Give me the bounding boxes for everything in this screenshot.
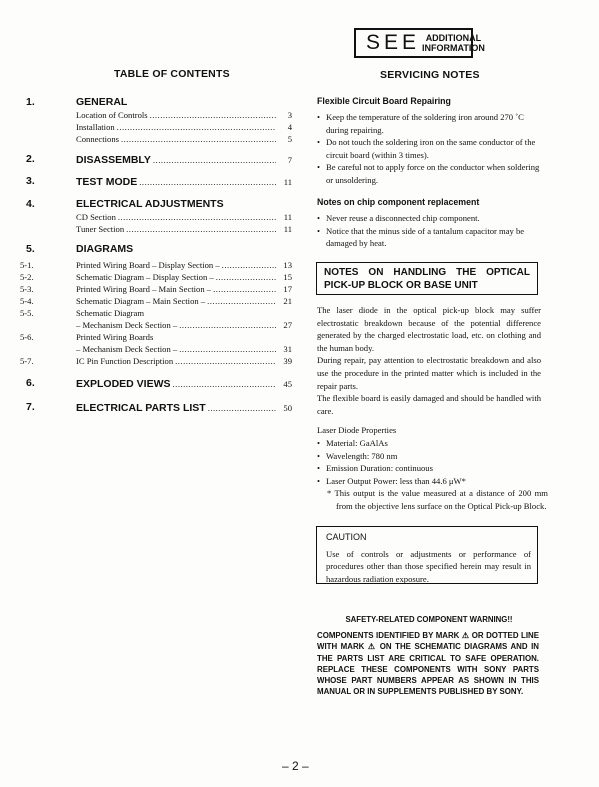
- list-item: • Wavelength: 780 nm: [317, 450, 541, 463]
- laser-properties-list: [317, 437, 541, 487]
- caution-title: CAUTION: [326, 532, 367, 542]
- toc-row-title: Schematic Diagram: [76, 308, 145, 318]
- toc-row-title: Printed Wiring Board – Display Section –: [76, 260, 220, 270]
- toc-row-title: Schematic Diagram – Display Section –: [76, 272, 214, 282]
- section-page: 11: [283, 177, 292, 187]
- safety-warning-body: COMPONENTS IDENTIFIED BY MARK ⚠ OR DOTTED LINE WITH MARK ⚠ ON THE SCHEMATIC DIAGRAMS AND IN THE PARTS LIST ARE CRITICAL TO SAFE OPERATION. REPLACE THESE COMPONENTS WITH SONY PARTS WHOSE PART NUMBERS APPEAR AS SHOWN IN THIS MANUAL OR IN SUPPLEMENTS PUBLISHED BY SONY.: [317, 631, 539, 697]
- toc-row: [20, 259, 292, 271]
- section-title: TEST MODE: [76, 176, 138, 188]
- toc-row-title: CD Section: [76, 212, 116, 222]
- optical-pickup-notes-box: [316, 262, 538, 295]
- toc-row-number: 5-3.: [20, 284, 34, 294]
- toc-row-title: Printed Wiring Boards: [76, 332, 154, 342]
- toc-row-title: – Mechanism Deck Section –: [76, 344, 178, 354]
- section-title: DIAGRAMS: [76, 243, 134, 255]
- section-title: DISASSEMBLY: [76, 154, 151, 166]
- toc-section-line: [76, 378, 292, 390]
- toc-row: [20, 319, 292, 331]
- toc-row-page: 39: [283, 356, 292, 366]
- notes-box-line-1: NOTES ON HANDLING THE OPTICAL: [324, 267, 530, 278]
- toc-row-number: 5-6.: [20, 332, 34, 342]
- toc-row: [20, 283, 292, 295]
- toc-row: [20, 133, 292, 145]
- section-number: 3.: [26, 175, 35, 187]
- toc-row-page: 3: [287, 110, 292, 120]
- section-title: ELECTRICAL ADJUSTMENTS: [76, 198, 224, 210]
- section-number: 7.: [26, 401, 35, 413]
- toc-row-page: 11: [283, 224, 292, 234]
- list-item: • Do not touch the soldering iron on the same conductor of the circuit board (within 3 times).: [317, 136, 541, 161]
- laser-output-footnote: * This output is the value measured at a distance of 200 mm from the objective lens surface on the Optical Pick-up Block.: [327, 488, 548, 511]
- toc-row-number: 5-1.: [20, 260, 34, 270]
- list-item: • Be careful not to apply force on the conductor when soldering or unsoldering.: [317, 161, 541, 186]
- toc-row: [20, 331, 292, 343]
- toc-row-page: 21: [283, 296, 292, 306]
- list-item: • Emission Duration: continuous: [317, 462, 541, 475]
- chip-component-heading: Notes on chip component replacement: [317, 197, 480, 207]
- list-item: • Laser Output Power: less than 44.6 μW*: [317, 475, 541, 488]
- section-number: 6.: [26, 377, 35, 389]
- section-page: 50: [283, 403, 292, 413]
- toc-row-page: 13: [283, 260, 292, 270]
- section-number: 2.: [26, 153, 35, 165]
- laser-properties-heading: Laser Diode Properties: [317, 425, 397, 435]
- toc-row-title: Tuner Section: [76, 224, 125, 234]
- toc-row-title: Installation: [76, 122, 115, 132]
- toc-row-page: 17: [283, 284, 292, 294]
- toc-row: [20, 121, 292, 133]
- list-item: • Notice that the minus side of a tantalum capacitor may be damaged by heat.: [317, 225, 541, 250]
- flex-circuit-list: [317, 111, 541, 187]
- toc-row-title: IC Pin Function Description: [76, 356, 174, 366]
- paragraph: During repair, pay attention to electrostatic breakdown and also use the procedure in the printed matter which is included in the repair parts.: [317, 355, 541, 391]
- toc-row: [20, 343, 292, 355]
- section-number: 4.: [26, 198, 35, 210]
- servicing-notes-title: SERVICING NOTES: [380, 69, 480, 81]
- toc-row-title: – Mechanism Deck Section –: [76, 320, 178, 330]
- toc-section-line: [76, 176, 292, 188]
- toc-row: [20, 295, 292, 307]
- toc-row: [20, 355, 292, 367]
- section-page: 7: [287, 155, 292, 165]
- stamp-line-1: ADDITIONAL: [425, 33, 482, 43]
- stamp-line-2: INFORMATION: [422, 43, 485, 53]
- toc-row-number: 5-4.: [20, 296, 34, 306]
- see-additional-info-stamp: [354, 28, 485, 58]
- chip-component-list: [317, 212, 541, 250]
- list-item: • Keep the temperature of the soldering iron around 270 ˚C during repairing.: [317, 111, 541, 136]
- paragraph: The flexible board is easily damaged and should be handled with care.: [317, 393, 541, 416]
- section-number: 1.: [26, 96, 35, 108]
- paragraph: The laser diode in the optical pick-up block may suffer electrostatic breakdown because of the potential difference generated by the charged electrostatic load, etc. on clothing and the human body.: [317, 305, 541, 353]
- toc-row-number: 5-7.: [20, 356, 34, 366]
- toc-row-title: Location of Controls: [76, 110, 148, 120]
- toc-row-page: 4: [287, 122, 292, 132]
- toc-row-page: 15: [283, 272, 292, 282]
- section-number: 5.: [26, 243, 35, 255]
- list-item: • Material: GaAlAs: [317, 437, 541, 450]
- toc-row: [20, 109, 292, 121]
- toc-row-title: Schematic Diagram – Main Section –: [76, 296, 206, 306]
- section-page: 45: [283, 379, 292, 389]
- section-title: ELECTRICAL PARTS LIST: [76, 402, 206, 414]
- notes-box-line-2: PICK-UP BLOCK OR BASE UNIT: [324, 280, 478, 291]
- toc-section-line: [76, 402, 292, 414]
- toc-row-page: 5: [287, 134, 292, 144]
- toc-row-title: Connections: [76, 134, 119, 144]
- toc-row: [20, 223, 292, 235]
- toc-row-page: 27: [283, 320, 292, 330]
- additional-info-label: [422, 33, 485, 53]
- toc-row: [20, 211, 292, 223]
- toc-section-line: [76, 154, 292, 166]
- list-item: • Never reuse a disconnected chip component.: [317, 212, 541, 225]
- see-label: SEE: [366, 31, 421, 54]
- section-title: GENERAL: [76, 96, 128, 108]
- toc-row: [20, 271, 292, 283]
- caution-body: Use of controls or adjustments or performance of procedures other than those specified herein may result in hazardous radiation exposure.: [326, 548, 531, 584]
- toc-row-title: Printed Wiring Board – Main Section –: [76, 284, 212, 294]
- toc-row-page: 11: [283, 212, 292, 222]
- toc-row-number: 5-5.: [20, 308, 34, 318]
- flex-circuit-heading: Flexible Circuit Board Repairing: [317, 96, 451, 106]
- toc-row-page: 31: [283, 344, 292, 354]
- toc-title: TABLE OF CONTENTS: [114, 68, 230, 80]
- caution-box: [316, 526, 538, 584]
- laser-handling-text: [317, 304, 541, 417]
- toc-row: [20, 307, 292, 319]
- toc-row-number: 5-2.: [20, 272, 34, 282]
- section-title: EXPLODED VIEWS: [76, 378, 171, 390]
- page-number: – 2 –: [282, 759, 309, 773]
- safety-warning-title: SAFETY-RELATED COMPONENT WARNING!!: [345, 615, 513, 624]
